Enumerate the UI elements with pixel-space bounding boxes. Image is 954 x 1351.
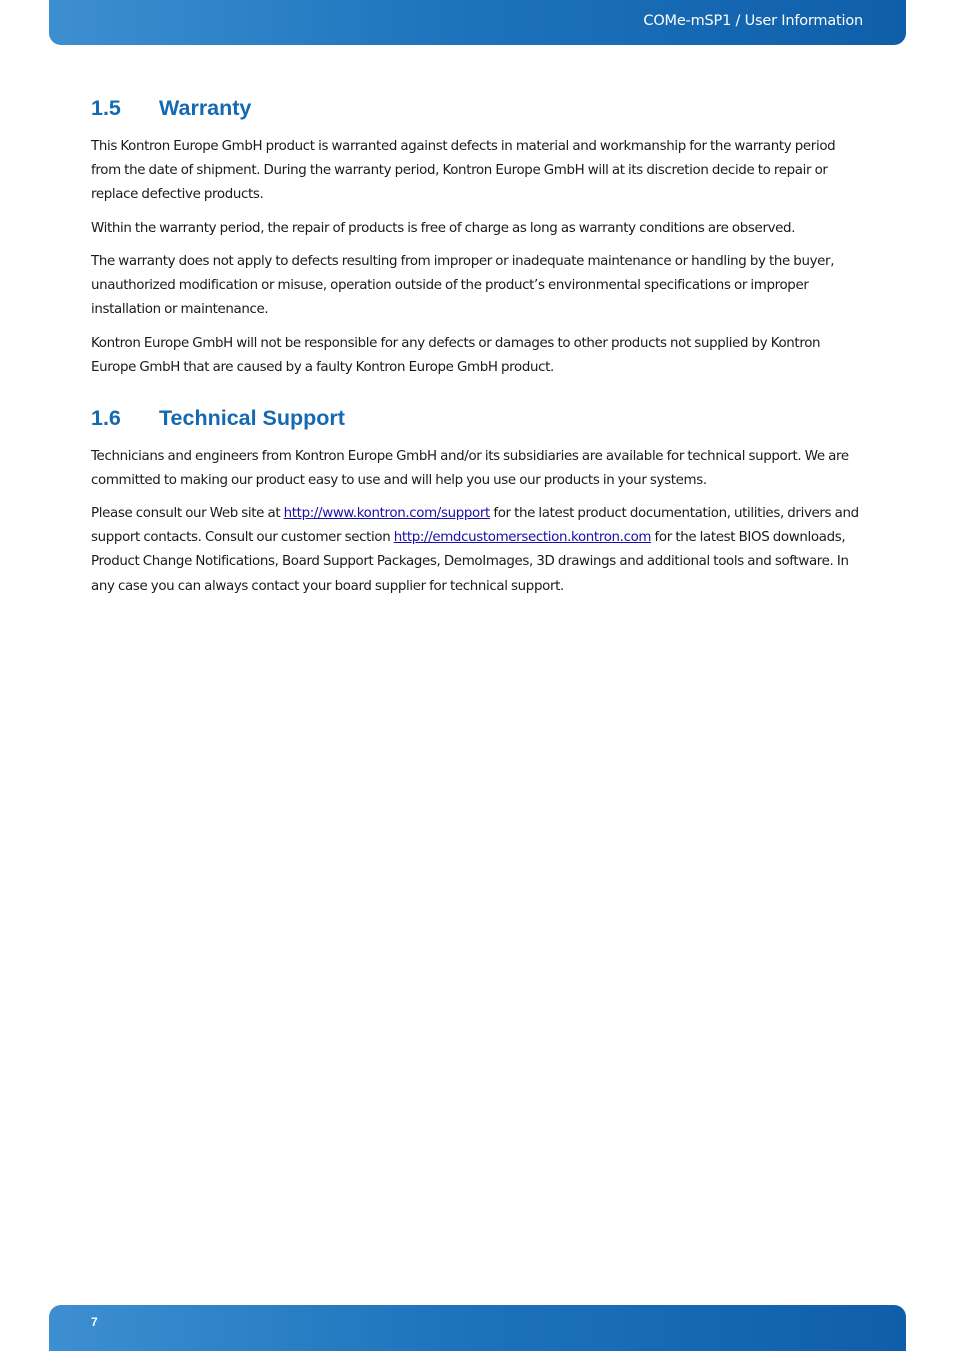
paragraph: Technicians and engineers from Kontron Europe GmbH and/or its subsidiaries are available for technical support. We are committed to making our product easy to use and will help you use our products in your systems. [91,449,849,489]
section-heading-technical-support [91,406,345,431]
text-run: for the latest product documentation, utilities, drivers and support contacts. Consult our customer section [91,506,859,546]
paragraph: The warranty does not apply to defects resulting from improper or inadequate maintenance or handling by the buyer, unauthorized modification or misuse, operation outside of the product’s environmental specifications or improper installation or maintenance. [91,254,835,318]
customer-section-link[interactable]: http://emdcustomersection.kontron.com [393,530,652,546]
paragraph: This Kontron Europe GmbH product is warranted against defects in material and workmanship for the warranty period from the date of shipment. During the warranty period, Kontron Europe GmbH will at its discretion decide to repair or replace defective products. [91,139,836,203]
text-run: Please consult our Web site at [91,506,284,521]
document-title: COMe-mSP1 / User Information [643,13,863,29]
support-link[interactable]: http://www.kontron.com/support [283,506,490,521]
paragraph: Kontron Europe GmbH will not be responsible for any defects or damages to other products not supplied by Kontron Europe GmbH that are caused by a faulty Kontron Europe GmbH product. [91,336,821,376]
header-bar [49,0,906,45]
section-title: Technical Support [159,406,345,430]
paragraph: Within the warranty period, the repair of products is free of charge as long as warranty conditions are observed. [91,221,796,236]
section-title: Warranty [159,96,252,120]
footer-bar [49,1305,906,1351]
page-number: 7 [91,1315,98,1329]
paragraph-consult [91,502,861,599]
section-heading-warranty [91,96,251,121]
section-number: 1.6 [91,406,121,430]
text-run: for the latest BIOS downloads, Product Change Notifications, Board Support Packages, DemoImages, 3D drawings and additional tools and software. In any case you can always contact your board supplier for technical support. [91,530,849,594]
section-number: 1.5 [91,96,121,120]
